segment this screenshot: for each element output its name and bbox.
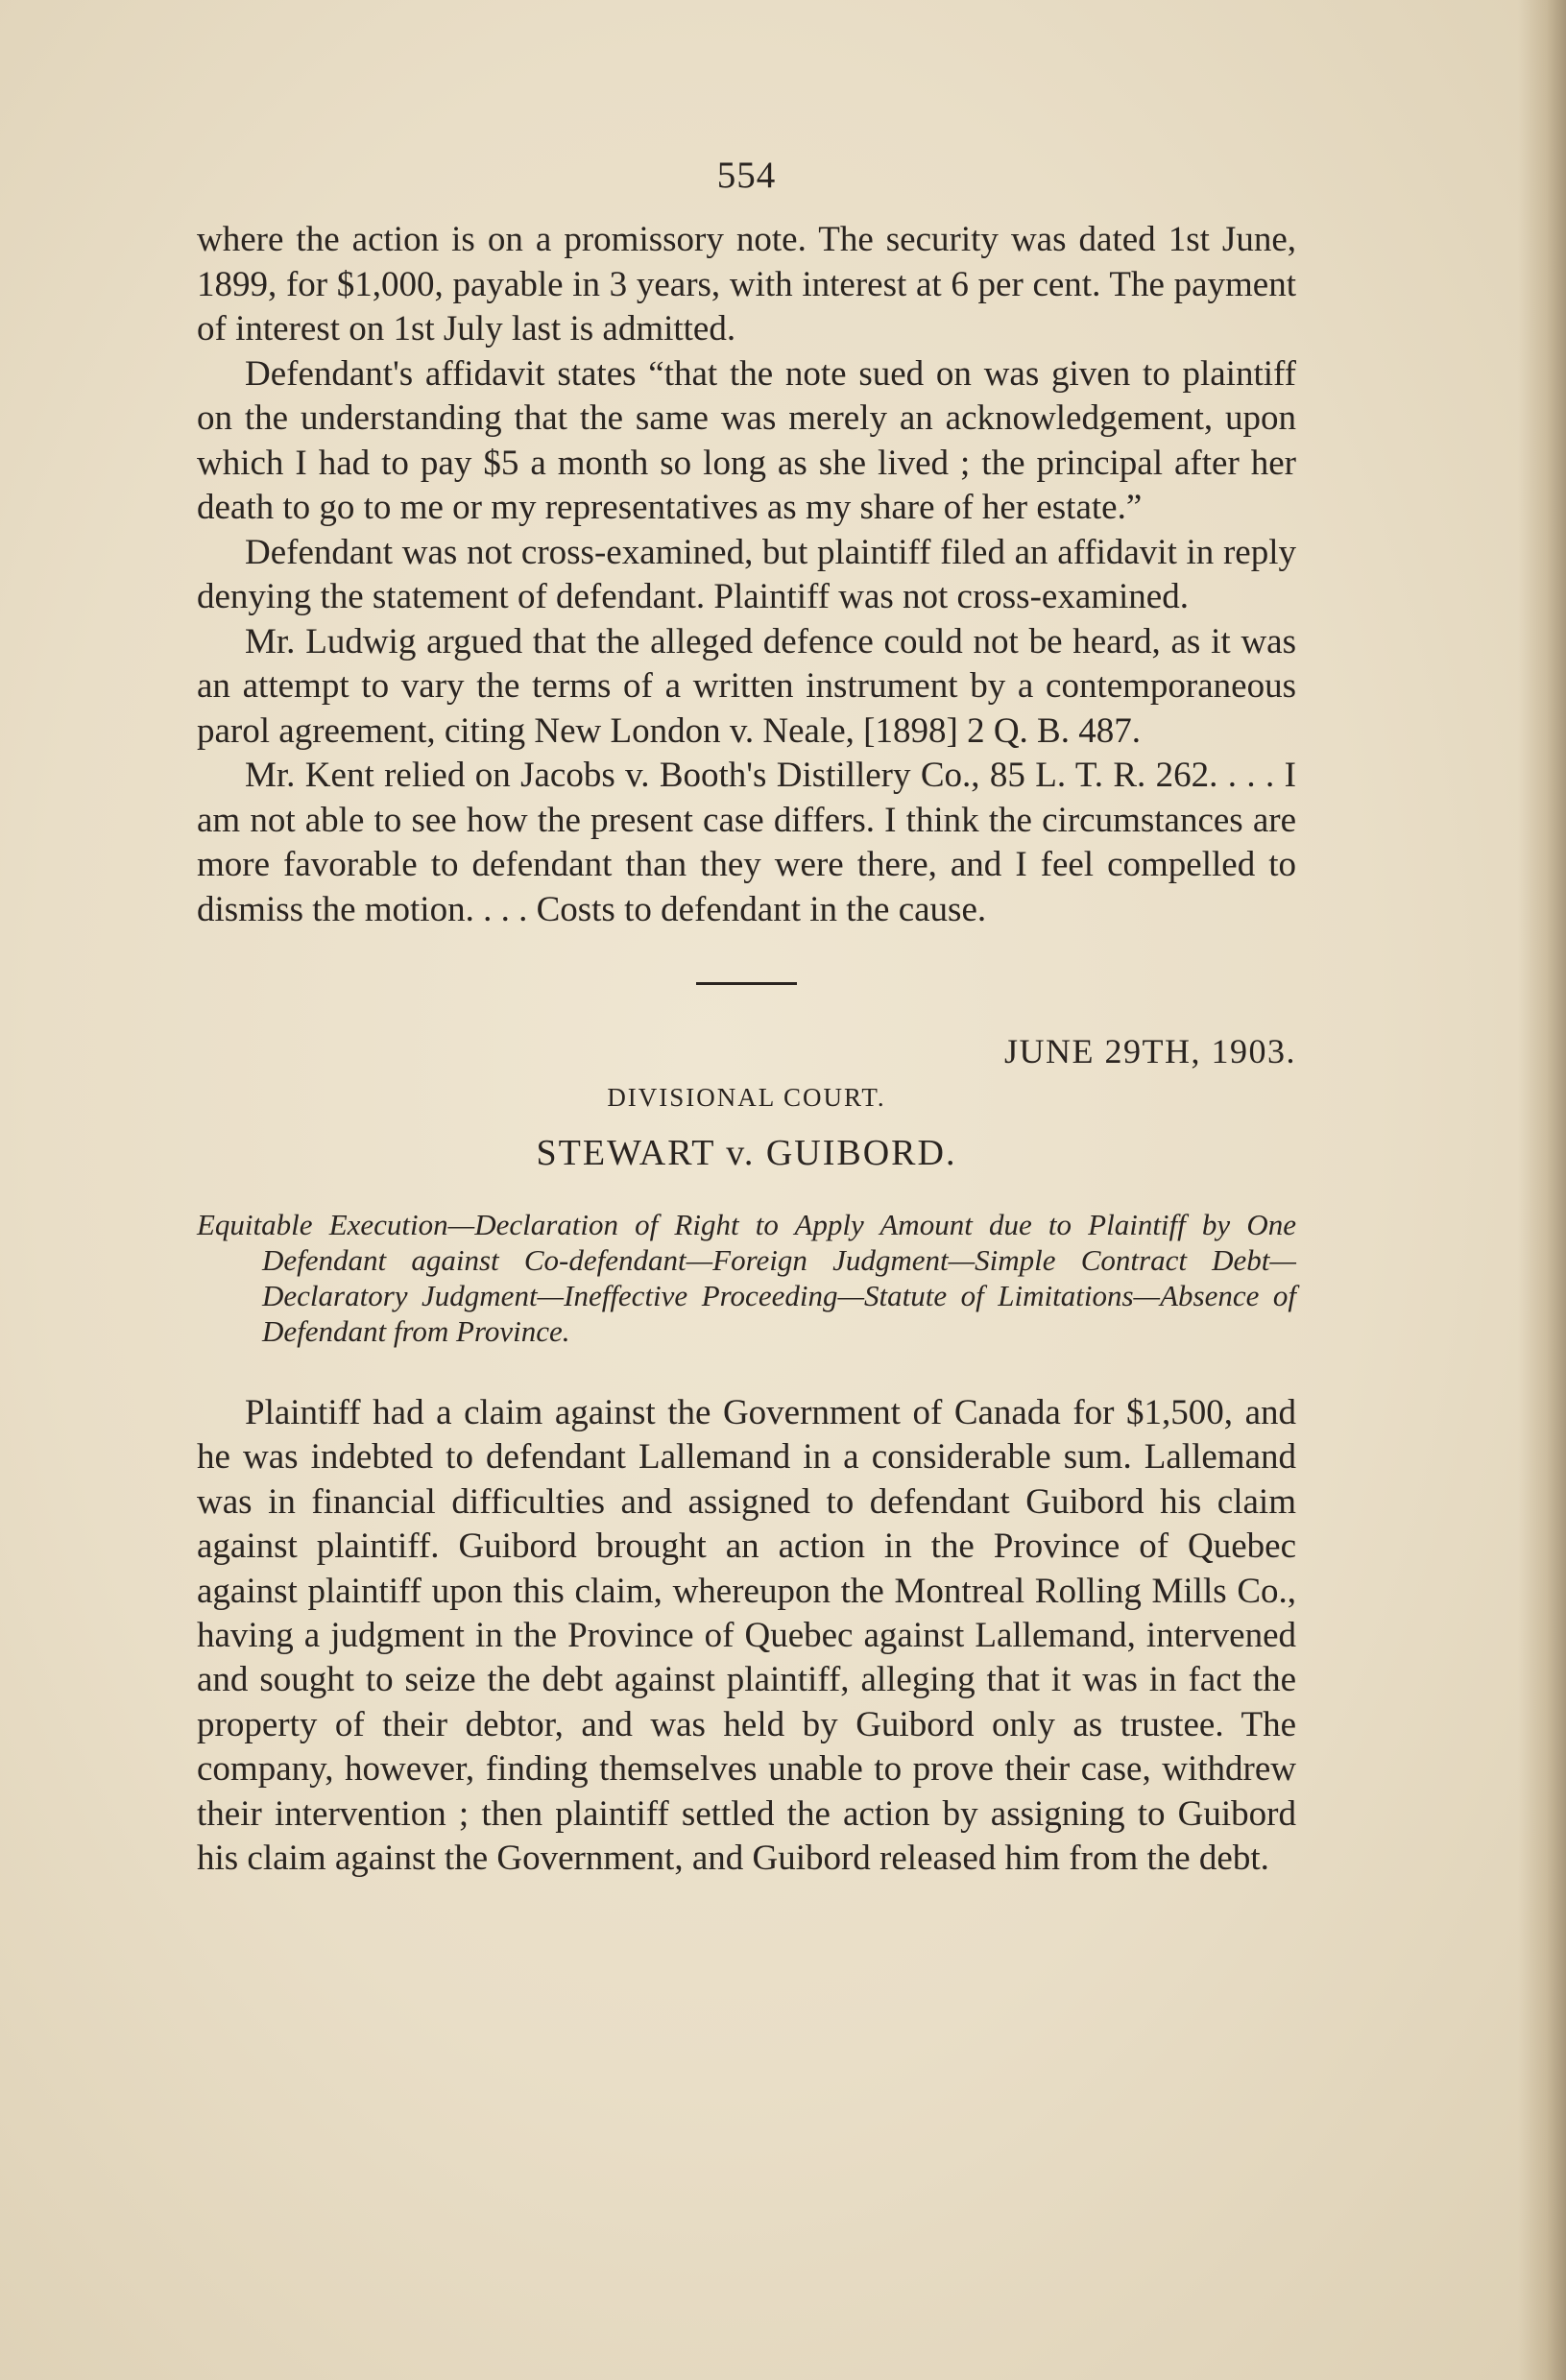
court-name: DIVISIONAL COURT.: [607, 1083, 886, 1112]
page-number: 554: [716, 155, 777, 196]
paragraph-continuation: where the action is on a promissory note. The security was dated 1st June, 1899, for $1,000, payable in 3 years, with interest at 6 per cent. The payment of interest on 1st July last is admitted.: [197, 220, 1296, 349]
case-title: STEWART v. GUIBORD.: [536, 1133, 957, 1173]
section-divider: [696, 982, 797, 985]
text-column: [197, 154, 1296, 1881]
page-edge-shadow: [1518, 0, 1566, 2380]
paragraph-cross-examination: Defendant was not cross-examined, but plaintiff filed an affidavit in reply denying the statement of defendant. Plaintiff was not cross-examined.: [197, 532, 1296, 616]
paragraph-kent-reliance: Mr. Kent relied on Jacobs v. Booth's Distillery Co., 85 L. T. R. 262. . . . I am not able to see how the present case differs. I think the circumstances are more favorable to defendant than they were there, and I feel compelled to dismiss the motion. . . . Costs to defendant in the cause.: [197, 756, 1296, 929]
case-body: [197, 1391, 1296, 1881]
paragraph-affidavit: Defendant's affidavit states “that the note sued on was given to plaintiff on the understanding that the same was merely an acknowledgement, upon which I had to pay $5 a month so long as she lived ; the principal after her death to go to me or my representatives as my share of her estate.”: [197, 353, 1296, 527]
paragraph-case-facts: Plaintiff had a claim against the Government of Canada for $1,500, and he was indebted to defendant Lallemand in a considerable sum. Lallemand was in financial difficulties and assigned to defendant Guibord his claim against plaintiff. Guibord brought an action in the Province of Quebec against plaintiff upon this claim, whereupon the Montreal Rolling Mills Co., having a judgment in the Province of Quebec against Lallemand, intervened and sought to seize the debt against plaintiff, alleging that it was in fact the property of their debtor, and was held by Guibord only as trustee. The company, however, finding themselves unable to prove their case, withdrew their intervention ; then plaintiff settled the action by assigning to Guibord his claim against the Government, and Guibord released him from the debt.: [197, 1393, 1296, 1879]
case-headnote: Equitable Execution—Declaration of Right to Apply Amount due to Plaintiff by One Defendant against Co-defendant—Foreign Judgment—Simple Contract Debt—Declaratory Judgment—Ineffective Proceeding—Statute of Limitations—Absence of Defendant from Province.: [197, 1208, 1296, 1348]
case-date: JUNE 29TH, 1903.: [1004, 1032, 1296, 1070]
paragraph-ludwig-argument: Mr. Ludwig argued that the alleged defence could not be heard, as it was an attempt to vary the terms of a written instrument by a contemporaneous parol agreement, citing New London v. Neale, [1898] 2 Q. B. 487.: [197, 621, 1296, 751]
